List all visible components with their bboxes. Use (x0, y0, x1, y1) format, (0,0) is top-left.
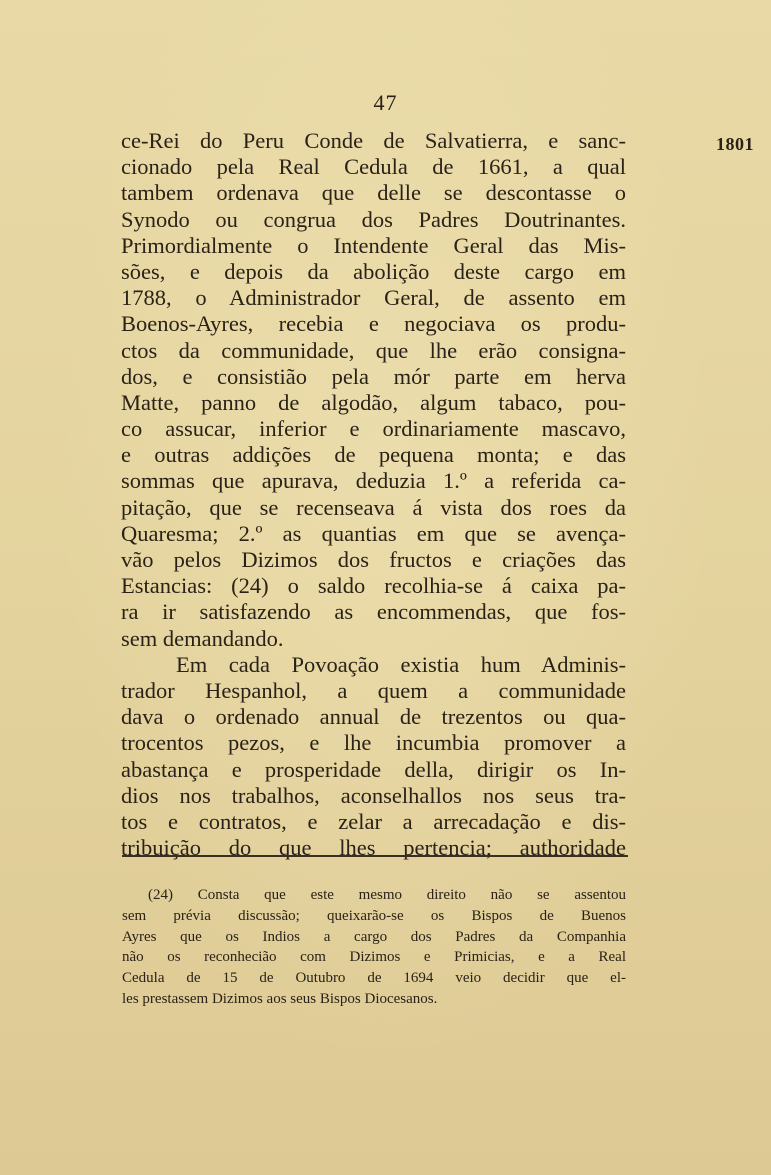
text-line: co assucar, inferior e ordinariamente mascavo, (121, 416, 626, 442)
footnote-line: Ayres que os Indios a cargo dos Padres da Companhia (122, 928, 626, 945)
margin-year-note: 1801 (716, 134, 754, 154)
text-line: tos e contratos, e zelar a arrecadação e dis- (121, 808, 626, 834)
text-line: vão pelos Dizimos dos fructos e criações das (121, 547, 626, 572)
text-line: Quaresma; 2.º as quantias em que se avença- (121, 520, 626, 546)
text-line: 1788, o Administrador Geral, de assento em (121, 285, 626, 311)
text-line: Synodo ou congrua dos Padres Doutrinantes. (121, 206, 626, 232)
text-line: dava o ordenado annual de trezentos ou qua- (121, 704, 626, 730)
paragraph-start-line: Em cada Povoação existia hum Adminis- (176, 651, 626, 677)
text-line: pitação, que se recenseava á vista dos roes da (121, 494, 626, 520)
footnote-line: sem prévia discussão; queixarão-se os Bispos de Buenos (122, 907, 626, 924)
text-line: ctos da communidade, que lhe erão consigna- (121, 337, 626, 363)
text-line: Matte, panno de algodão, algum tabaco, pou- (121, 389, 626, 415)
footnote-line: les prestassem Dizimos aos seus Bispos Diocesanos. (122, 990, 438, 1007)
text-line: Primordialmente o Intendente Geral das Mis- (121, 232, 626, 258)
text-line: cionado pela Real Cedula de 1661, a qual (121, 154, 626, 180)
text-line: dos, e consistião pela mór parte em herva (121, 363, 626, 389)
text-line: abastança e prosperidade della, dirigir os In- (121, 756, 626, 782)
text-line: tribuição do que lhes pertencia; authoridade (121, 835, 626, 861)
text-line: Estancias: (24) o saldo recolhia-se á caixa pa- (121, 573, 626, 599)
footnote-line: Cedula de 15 de Outubro de 1694 veio decidir que el- (122, 970, 626, 987)
page-number: 47 (373, 90, 398, 115)
text-line: tambem ordenava que delle se descontasse o (121, 180, 626, 206)
footnote-divider (122, 855, 628, 857)
text-line: trador Hespanhol, a quem a communidade (121, 677, 626, 703)
footnote-line: (24) Consta que este mesmo direito não se assentou (148, 887, 626, 903)
text-line: sões, e depois da abolição deste cargo em (121, 258, 626, 284)
text-line: sommas que apurava, deduzia 1.º a referida ca- (121, 468, 626, 494)
text-line: sem demandando. (121, 625, 284, 651)
text-line: ce-Rei do Peru Conde de Salvatierra, e sanc- (121, 128, 626, 153)
text-line: e outras addições de pequena monta; e das (121, 442, 626, 468)
body-text (121, 128, 626, 861)
text-line: ra ir satisfazendo as encommendas, que fos- (121, 599, 626, 625)
text-line: Boenos-Ayres, recebia e negociava os produ- (121, 311, 626, 337)
text-line: dios nos trabalhos, aconselhallos nos seus tra- (121, 782, 626, 808)
footnote-block (122, 885, 626, 1010)
footnote-line: não os reconhecião com Dizimos e Primicias, e a Real (122, 949, 626, 966)
text-line: trocentos pezos, e lhe incumbia promover a (121, 730, 626, 756)
